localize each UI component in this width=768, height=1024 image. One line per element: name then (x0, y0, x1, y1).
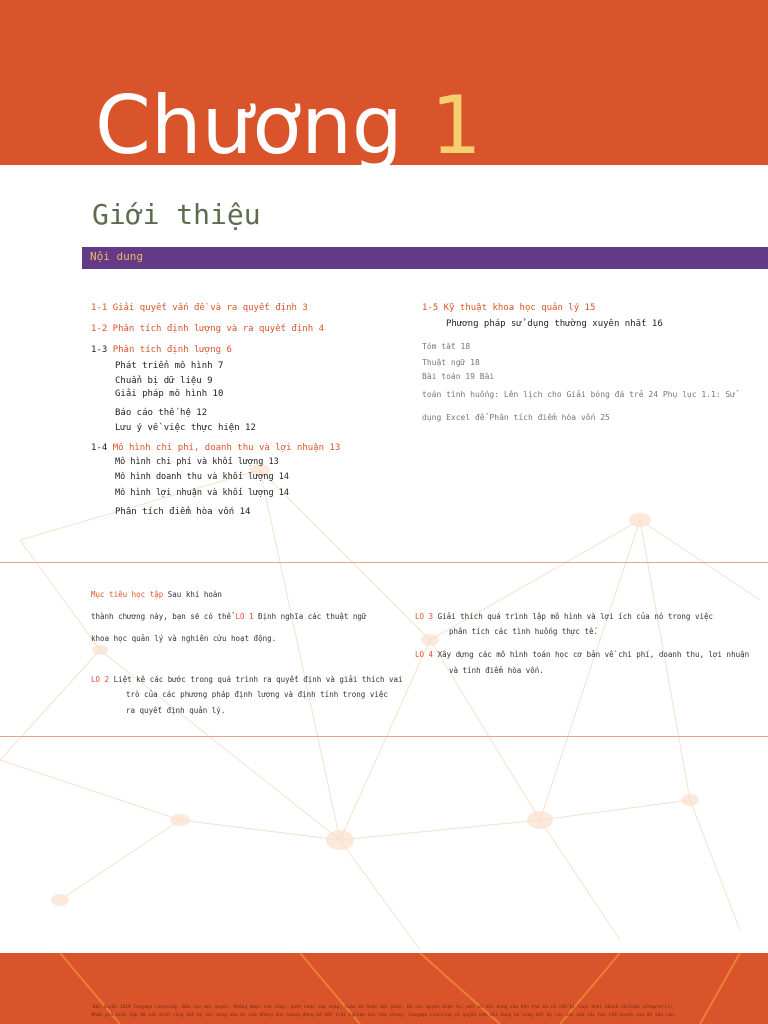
toc-entry[interactable]: Mô hình doanh thu và khối lượng 14 (115, 472, 289, 482)
contents-header-label: Nội dung (90, 250, 143, 263)
objectives-heading (91, 590, 222, 600)
toc-section-1-5[interactable]: 1-5 Kỹ thuật khoa học quản lý 15 (422, 303, 596, 313)
toc-entry[interactable]: Mô hình chi phí và khối lượng 13 (115, 457, 279, 467)
toc-entry[interactable]: Phát triển mô hình 7 (115, 361, 224, 371)
toc-section-1-3[interactable] (91, 344, 232, 356)
toc-section-number: 1-3 (91, 345, 113, 355)
lo-3-continuation: phân tích các tình huống thực tế. (449, 627, 599, 636)
toc-problems[interactable]: Bài toán 19 Bài (422, 372, 495, 381)
lo-4-text: Xây dựng các mô hình toán học cơ bản về chi phí, doanh thu, lợi nhuận (433, 650, 750, 659)
lo-2-continuation: trò của các phương pháp định lượng và định tính trong việc (126, 690, 388, 699)
section-divider-top (0, 562, 768, 563)
chapter-word: Chương (95, 79, 403, 172)
lo-2-text: Liệt kê các bước trong quá trình ra quyết định và giải thích vai (109, 675, 403, 684)
lo-3-tag: LO 3 (415, 612, 434, 621)
toc-section-title: Mô hình chi phí, doanh thu và lợi nhuận 13 (112, 443, 341, 453)
lo-3-text: Giải thích quá trình lập mô hình và lợi ích của nó trong việc (433, 612, 714, 621)
toc-appendix[interactable]: dụng Excel để Phân tích điểm hòa vốn 25 (422, 413, 610, 422)
lo-3 (415, 612, 713, 622)
toc-entry[interactable]: Chuẩn bị dữ liệu 9 (115, 376, 213, 386)
toc-section-1-1[interactable]: 1-1 Giải quyết vấn đề và ra quyết định 3 (91, 303, 308, 313)
lo-4 (415, 650, 749, 660)
toc-glossary[interactable]: Thuật ngữ 18 (422, 358, 480, 367)
toc-section-number: 1-4 (91, 443, 113, 453)
copyright-line-1: Bản quyền 2019 Cengage Learning. Bảo lưu mọi quyền. Không được sao chép, quét hoặc sao chép, toàn bộ hoặc một phần. Do các quyền điện tử, một số nội dung của bên thứ ba có thể bị loại khỏi eBook và/hoặc eChapter(s). (92, 1005, 676, 1010)
lo-1-tag: LO 1 (235, 612, 254, 621)
toc-entry[interactable]: Phương pháp sử dụng thường xuyên nhất 16 (446, 319, 663, 329)
section-divider-bottom (0, 736, 768, 737)
lo-1-text: Định nghĩa các thuật ngữ (253, 612, 367, 621)
lo-4-continuation: và tính điểm hòa vốn. (449, 666, 544, 675)
chapter-title (95, 78, 482, 174)
toc-summary[interactable]: Tóm tắt 18 (422, 342, 471, 351)
objectives-heading-text: Sau khi hoàn (163, 590, 222, 599)
lo-2 (91, 675, 403, 685)
toc-section-1-2[interactable]: 1-2 Phân tích định lượng và ra quyết định 4 (91, 324, 324, 334)
toc-entry[interactable]: Phân tích điểm hòa vốn 14 (115, 507, 251, 517)
lo-2-continuation: ra quyết định quản lý. (126, 706, 226, 715)
toc-entry[interactable]: Lưu ý về việc thực hiện 12 (115, 423, 256, 433)
toc-entry[interactable]: Báo cáo thế hệ 12 (115, 408, 208, 418)
contents-header-bar (82, 247, 768, 269)
lo-1-continuation: khoa học quản lý và nghiên cứu hoạt động. (91, 634, 277, 643)
toc-entry[interactable]: Mô hình lợi nhuận và khối lượng 14 (115, 488, 289, 498)
lo-2-tag: LO 2 (91, 675, 110, 684)
toc-section-title: Phân tích định lượng 6 (112, 345, 232, 355)
objectives-heading-label: Mục tiêu học tập (91, 590, 164, 599)
objectives-text: thành chương này, bạn sẽ có thể (91, 612, 236, 621)
toc-section-1-4[interactable] (91, 442, 340, 454)
toc-case-problem[interactable]: toán tình huống: Lên lịch cho Giải bóng đá trẻ 24 Phụ lục 1.1: Sử (422, 390, 736, 399)
copyright-line-2: Nhóm giả biên tập đã xác định rằng bất kỳ nội dung nào bị xóa không ảnh hưởng đáng kể đến trải nghiệm học tập chung. Cengage Learning có quyền xóa nội dung bổ sung bất kỳ lúc nào nếu các hạn chế quyền sau đó yêu cầu. (91, 1013, 677, 1018)
chapter-subtitle: Giới thiệu (92, 198, 261, 231)
objectives-line (91, 612, 366, 622)
lo-4-tag: LO 4 (415, 650, 434, 659)
toc-entry[interactable]: Giải pháp mô hình 10 (115, 389, 224, 399)
chapter-number: 1 (430, 79, 482, 172)
